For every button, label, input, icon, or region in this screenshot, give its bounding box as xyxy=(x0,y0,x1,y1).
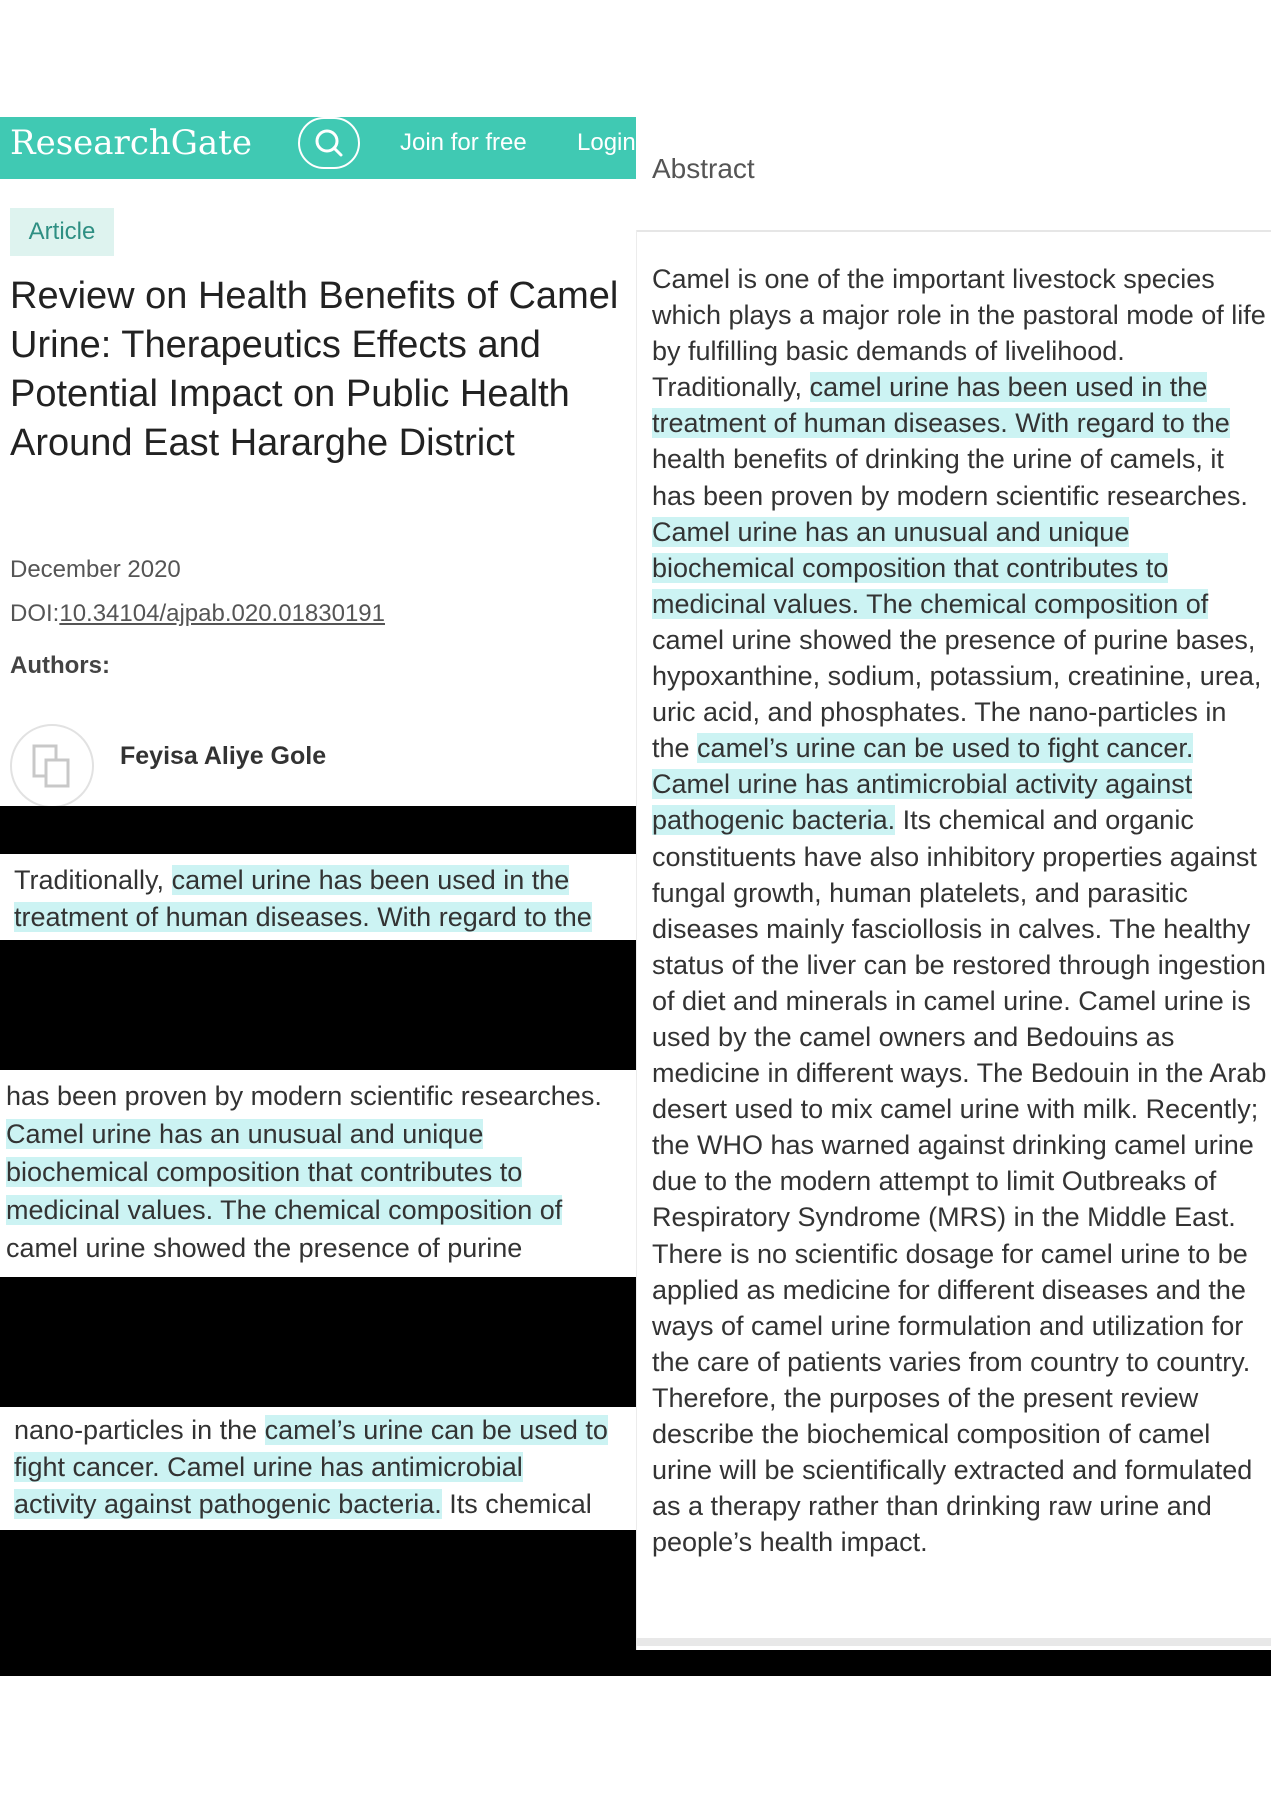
researchgate-logo[interactable]: ResearchGate xyxy=(10,123,252,163)
excerpt-3 xyxy=(14,1412,640,1523)
redaction-bar xyxy=(0,1277,636,1407)
redaction-bar xyxy=(0,940,636,1070)
excerpt-text: Traditionally, xyxy=(14,865,172,895)
abstract-text-segment: camel urine showed the presence of purine bases, hypoxanthine, sodium, potassium, creatinine, urea, uric acid, and phosphates. The nano-particles in the xyxy=(652,624,1262,764)
excerpt-text: Its chemical xyxy=(441,1489,592,1519)
redaction-bar xyxy=(0,1530,636,1676)
article-title: Review on Health Benefits of Camel Urine: Therapeutics Effects and Potential Impact on Public Health Around East Hararghe District xyxy=(10,275,619,464)
article-type-badge: Article xyxy=(10,208,114,256)
search-icon xyxy=(300,119,358,167)
excerpt-text: nano-particles in the xyxy=(14,1415,265,1445)
excerpt-1 xyxy=(14,862,640,936)
doi-link[interactable]: 10.34104/ajpab.020.01830191 xyxy=(59,600,385,627)
excerpt-highlight: fight cancer. Camel urine has antimicrobial xyxy=(14,1452,523,1482)
excerpt-text: has been proven by modern scientific researches. xyxy=(6,1081,602,1111)
author-name[interactable]: Feyisa Aliye Gole xyxy=(120,742,327,770)
excerpt-highlight: medicinal values. The chemical composition of xyxy=(6,1195,563,1225)
search-button[interactable] xyxy=(298,117,360,169)
publication-date: December 2020 xyxy=(10,556,181,583)
doi-label: DOI: xyxy=(10,600,60,627)
excerpt-highlight: biochemical composition that contributes to xyxy=(6,1157,523,1187)
abstract-heading: Abstract xyxy=(652,153,755,184)
abstract-highlight: camel’s urine can be used to fight cancer. Camel urine has antimicrobial activity against pathogenic bacteria. xyxy=(652,733,1194,836)
author-avatar[interactable] xyxy=(10,724,94,808)
excerpt-highlight: activity against pathogenic bacteria. xyxy=(14,1489,442,1519)
redaction-bar xyxy=(636,1650,1271,1676)
excerpt-highlight: Camel urine has an unusual and unique xyxy=(6,1119,484,1149)
join-for-free-link[interactable]: Join for free xyxy=(400,129,527,156)
excerpt-highlight: camel urine has been used in the xyxy=(171,865,570,895)
excerpt-text: camel urine showed the presence of purine xyxy=(6,1233,523,1263)
author-placeholder-icon xyxy=(12,726,92,806)
excerpt-2 xyxy=(6,1077,638,1267)
abstract-highlight: camel urine has been used in the treatment of human diseases. With regard to the xyxy=(652,372,1230,439)
authors-label: Authors: xyxy=(10,652,110,679)
divider xyxy=(636,230,1271,232)
login-link[interactable]: Login xyxy=(577,129,636,156)
divider xyxy=(636,1638,1271,1646)
divider xyxy=(636,230,637,1650)
doi-line xyxy=(10,600,385,628)
abstract-text-segment: Its chemical and organic constituents have also inhibitory properties against fungal growth, human platelets, and parasitic diseases mainly fasciollosis in calves. The healthy status of the liver can be restored through ingestion of diet and minerals in camel urine. Camel urine is used by the camel owners and Bedouins as medicine in different ways. The Bedouin in the Arab desert used to mix camel urine with milk. Recently; the WHO has warned against drinking camel urine due to the modern attempt to limit Outbreaks of Respiratory Syndrome (MRS) in the Middle East. There is no scientific dosage for camel urine to be applied as medicine for different diseases and the ways of camel urine formulation and utilization for the care of patients varies from country to country. Therefore, the purposes of the present review describe the biochemical composition of camel urine will be scientifically extracted and formulated as a therapy rather than drinking raw urine and people’s health impact. xyxy=(652,805,1267,1558)
excerpt-highlight: camel’s urine can be used to xyxy=(264,1415,608,1445)
abstract-highlight: Camel urine has an unusual and unique biochemical composition that contributes to medicinal values. The chemical composition of xyxy=(652,516,1209,619)
abstract-text-segment: health benefits of drinking the urine of camels, it has been proven by modern scientific researches. xyxy=(652,444,1248,511)
redaction-bar xyxy=(0,806,636,854)
abstract-text xyxy=(652,261,1267,1560)
abstract-text-segment: Camel is one of the important livestock species which plays a major role in the pastoral mode of life by fulfilling basic demands of livelihood. Traditionally, xyxy=(652,264,1266,403)
excerpt-highlight: treatment of human diseases. With regard to the xyxy=(14,902,592,932)
